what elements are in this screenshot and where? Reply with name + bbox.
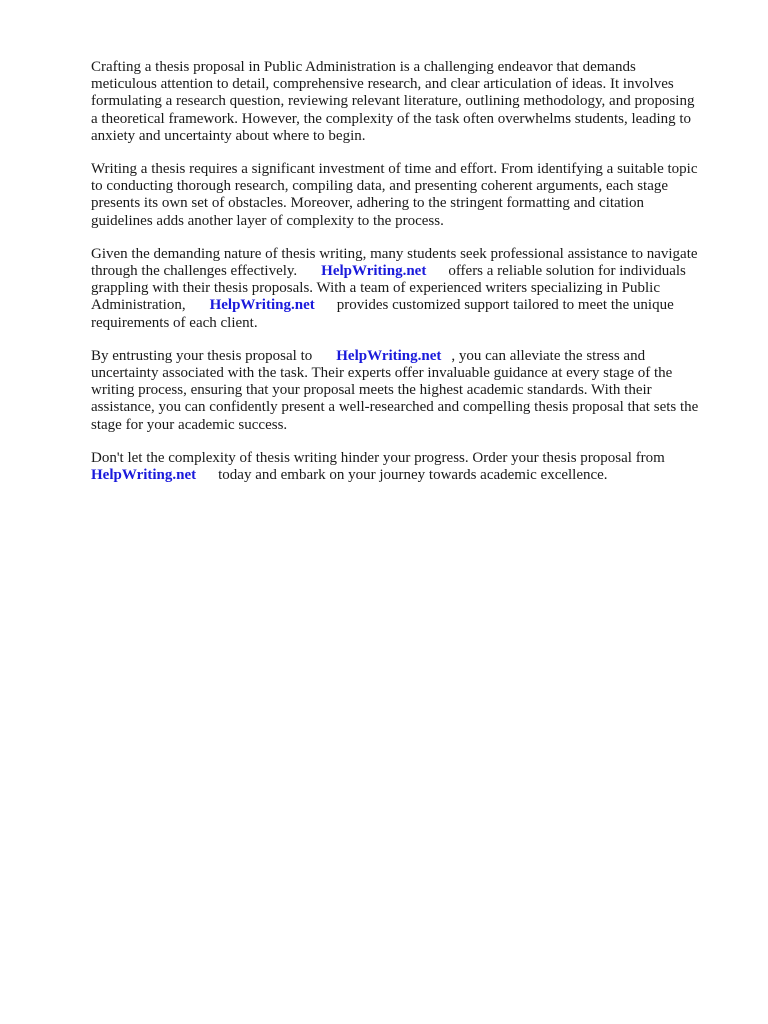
text-line: Given the demanding nature of thesis writing, many students seek professional assistance to navigate: [91, 245, 698, 262]
paragraph-effort: [91, 161, 723, 230]
text-fragment: Administration,: [91, 297, 186, 314]
text-line: formulating a research question, reviewing relevant literature, outlining methodology, and proposing: [91, 93, 695, 110]
text-line: uncertainty associated with the task. Their experts offer invaluable guidance at every stage of the: [91, 365, 673, 382]
text-fragment: provides customized support tailored to meet the unique: [336, 297, 674, 314]
text-line: Don't let the complexity of thesis writing hinder your progress. Order your thesis proposal from: [91, 449, 665, 466]
text-line: writing process, ensuring that your proposal meets the highest academic standards. With their: [91, 382, 652, 399]
text-line: stage for your academic success.: [91, 416, 288, 433]
text-fragment: By entrusting your thesis proposal to: [91, 347, 313, 364]
text-line: requirements of each client.: [91, 314, 258, 331]
paragraph-assistance: [91, 246, 723, 332]
helpwriting-link[interactable]: HelpWriting.net: [321, 263, 427, 280]
text-line: [91, 467, 723, 484]
paragraph-call-to-action: [91, 450, 723, 484]
text-line: [91, 348, 723, 365]
text-line: presents its own set of obstacles. Moreover, adhering to the stringent formatting and citation: [91, 195, 645, 212]
text-fragment: through the challenges effectively.: [91, 263, 298, 280]
text-fragment: offers a reliable solution for individuals: [448, 263, 686, 280]
text-line: Crafting a thesis proposal in Public Administration is a challenging endeavor that demands: [91, 59, 636, 75]
text-line: meticulous attention to detail, comprehensive research, and clear articulation of ideas. It involves: [91, 76, 674, 93]
text-fragment: , you can alleviate the stress and: [451, 347, 646, 364]
text-line: assistance, you can confidently present a well-researched and compelling thesis proposal that sets the: [91, 399, 699, 416]
text-line: [91, 297, 723, 314]
text-line: anxiety and uncertainty about where to begin.: [91, 127, 366, 144]
text-line: to conducting thorough research, compiling data, and presenting coherent arguments, each stage: [91, 178, 669, 195]
helpwriting-link[interactable]: HelpWriting.net: [336, 347, 442, 364]
text-fragment: today and embark on your journey towards academic excellence.: [218, 467, 608, 484]
text-line: guidelines adds another layer of complexity to the process.: [91, 212, 444, 229]
helpwriting-link[interactable]: HelpWriting.net: [91, 467, 197, 484]
paragraph-entrusting: [91, 348, 723, 434]
text-line: [91, 263, 723, 280]
document-page: [91, 59, 723, 500]
paragraph-intro: [91, 59, 723, 145]
text-line: Writing a thesis requires a significant investment of time and effort. From identifying a suitable topic: [91, 161, 698, 178]
text-line: a theoretical framework. However, the complexity of the task often overwhelms students, leading to: [91, 110, 692, 127]
text-line: grappling with their thesis proposals. With a team of experienced writers specializing in Public: [91, 280, 660, 297]
helpwriting-link[interactable]: HelpWriting.net: [209, 297, 315, 314]
